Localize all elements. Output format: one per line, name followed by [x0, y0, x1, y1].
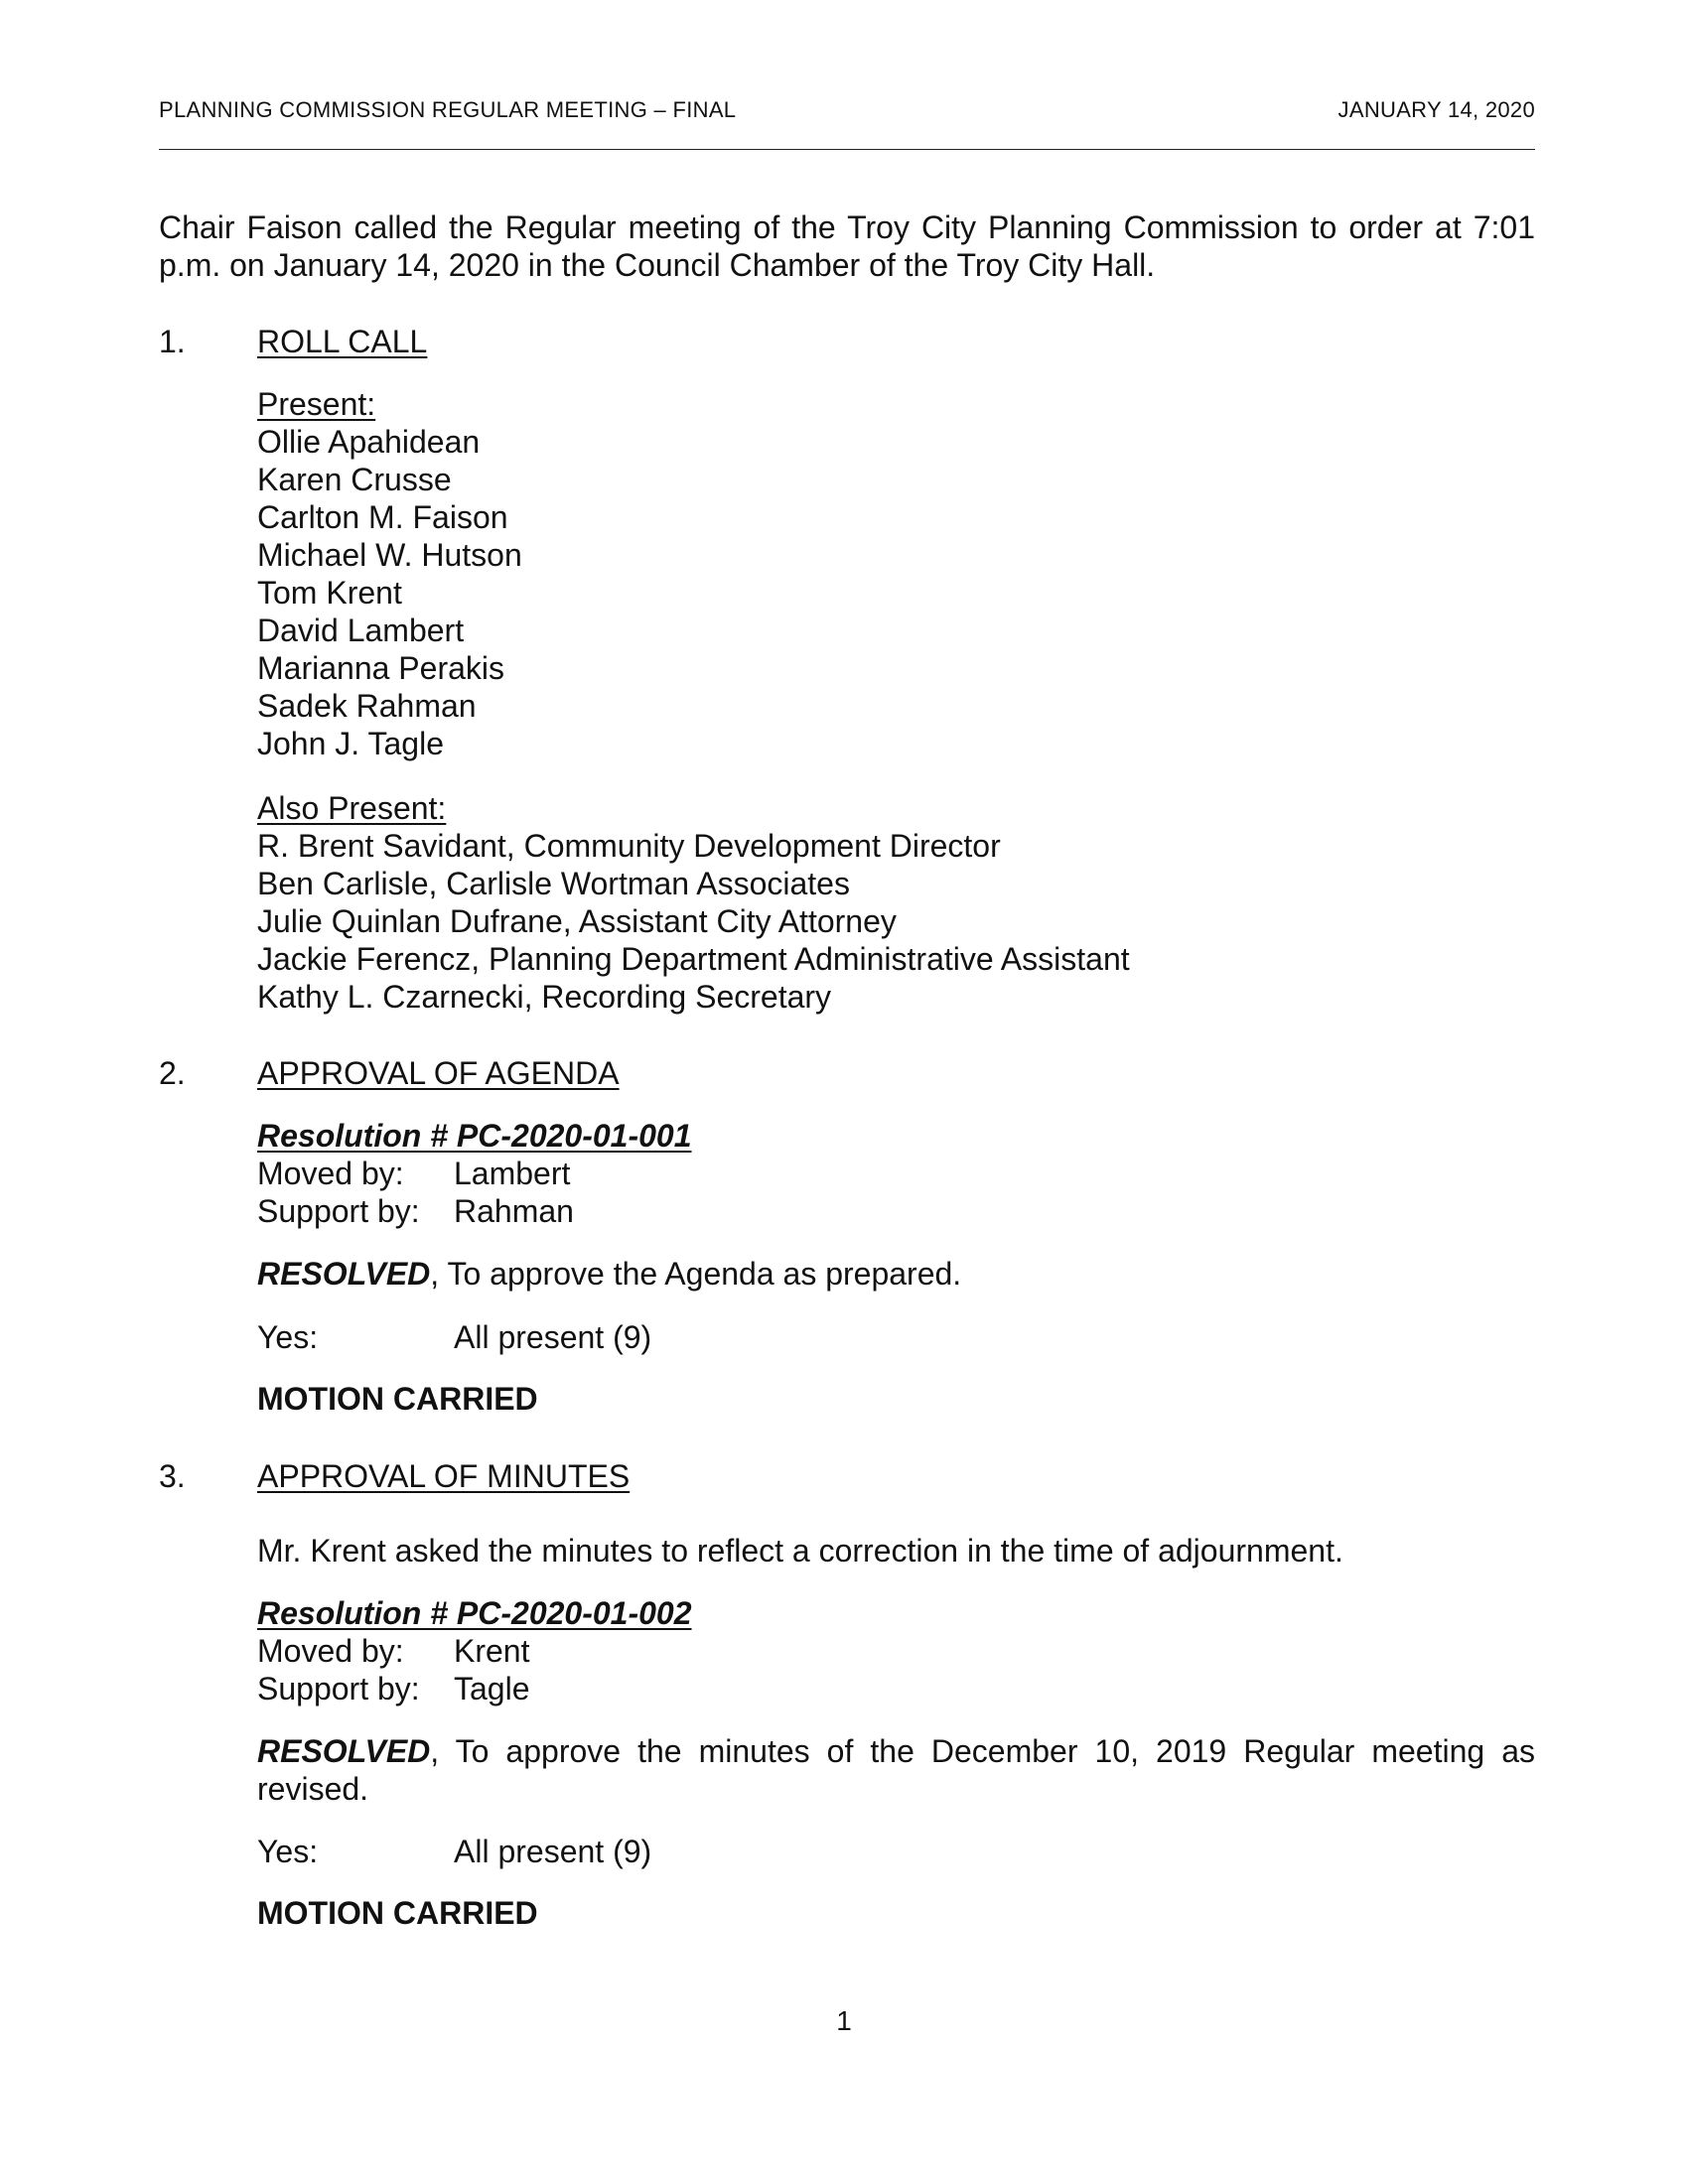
- motion-status: MOTION CARRIED: [257, 1381, 538, 1417]
- resolution-number: Resolution # PC-2020-01-001: [257, 1118, 692, 1154]
- support-by-value: Rahman: [454, 1193, 574, 1229]
- list-item: Jackie Ferencz, Planning Department Administrative Assistant: [257, 941, 1130, 977]
- list-item: Carlton M. Faison: [257, 499, 508, 535]
- resolved-text: , To approve the Agenda as prepared.: [430, 1256, 962, 1292]
- header-divider: [159, 149, 1535, 150]
- yes-label: Yes:: [257, 1319, 319, 1355]
- page-header: [159, 97, 1535, 127]
- resolved-keyword: RESOLVED: [257, 1256, 431, 1292]
- section-number-minutes: 3.: [159, 1458, 186, 1494]
- yes-value: All present (9): [454, 1319, 652, 1355]
- yes-value: All present (9): [454, 1834, 652, 1869]
- section-number-roll-call: 1.: [159, 324, 186, 359]
- intro-paragraph: Chair Faison called the Regular meeting of the Troy City Planning Commission to order at 7:01 p.m. on January 14, 2020 in the Council Chamber of the Troy City Hall.: [159, 209, 1535, 283]
- section-title-agenda: APPROVAL OF AGENDA: [257, 1055, 620, 1091]
- list-item: John J. Tagle: [257, 726, 444, 761]
- list-item: Michael W. Hutson: [257, 537, 522, 573]
- support-by-label: Support by:: [257, 1671, 420, 1706]
- list-item: Karen Crusse: [257, 462, 452, 497]
- present-list: [257, 423, 522, 762]
- moved-by-label: Moved by:: [257, 1156, 404, 1191]
- resolution-number: Resolution # PC-2020-01-002: [257, 1595, 692, 1631]
- support-by-label: Support by:: [257, 1193, 420, 1229]
- minutes-note: Mr. Krent asked the minutes to reflect a correction in the time of adjournment.: [257, 1533, 1343, 1569]
- moved-by-value: Krent: [454, 1633, 530, 1669]
- resolved-statement: [257, 1255, 961, 1293]
- list-item: Tom Krent: [257, 575, 402, 611]
- list-item: Kathy L. Czarnecki, Recording Secretary: [257, 979, 832, 1015]
- present-label: Present:: [257, 386, 376, 422]
- list-item: R. Brent Savidant, Community Development Director: [257, 828, 1001, 864]
- yes-label: Yes:: [257, 1834, 319, 1869]
- support-by-value: Tagle: [454, 1671, 530, 1706]
- header-title: PLANNING COMMISSION REGULAR MEETING – FINAL: [159, 97, 737, 122]
- resolved-keyword: RESOLVED: [257, 1733, 431, 1769]
- section-title-roll-call: ROLL CALL: [257, 324, 428, 359]
- also-present-label: Also Present:: [257, 790, 447, 826]
- list-item: Marianna Perakis: [257, 650, 504, 686]
- moved-by-label: Moved by:: [257, 1633, 404, 1669]
- list-item: Ben Carlisle, Carlisle Wortman Associates: [257, 866, 850, 901]
- also-present-list: [257, 827, 1130, 1016]
- motion-status: MOTION CARRIED: [257, 1895, 538, 1931]
- list-item: Sadek Rahman: [257, 688, 477, 724]
- list-item: David Lambert: [257, 613, 465, 648]
- header-date: JANUARY 14, 2020: [1337, 97, 1535, 122]
- resolved-statement: [257, 1732, 1535, 1808]
- list-item: Ollie Apahidean: [257, 424, 481, 460]
- section-number-agenda: 2.: [159, 1055, 186, 1091]
- list-item: Julie Quinlan Dufrane, Assistant City Attorney: [257, 903, 897, 939]
- page-number: 1: [836, 2005, 852, 2036]
- resolved-text: , To approve the minutes of the December 10, 2019 Regular meeting as revised.: [257, 1733, 1535, 1807]
- moved-by-value: Lambert: [454, 1156, 571, 1191]
- section-title-minutes: APPROVAL OF MINUTES: [257, 1458, 631, 1494]
